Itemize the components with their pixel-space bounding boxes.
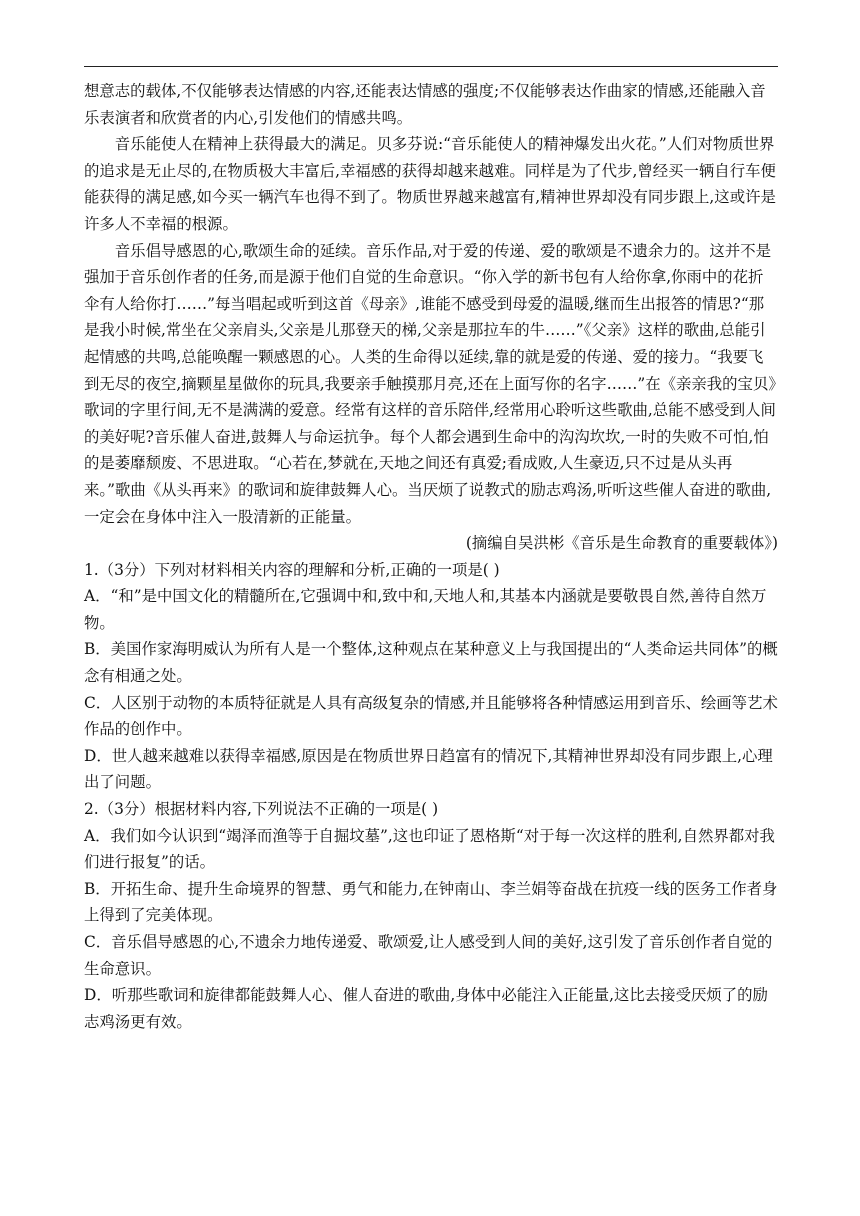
option-d: D．听那些歌词和旋律都能鼓舞人心、催人奋进的歌曲,身体中必能注入正能量,这比去接受厌烦了的励志鸡汤更有效。: [84, 986, 768, 1031]
header-rule: [84, 66, 778, 67]
option-c: C．音乐倡导感恩的心,不遗余力地传递爱、歌颂爱,让人感受到人间的美好,这引发了音乐创作者自觉的生命意识。: [84, 933, 773, 978]
article-paragraph-3: 音乐倡导感恩的心,歌颂生命的延续。音乐作品,对于爱的传递、爱的歌颂是不遗余力的。这并不是强加于音乐创作者的任务,而是源于他们自觉的生命意识。“你入学的新书包有人给你拿,你雨中的花折伞有人给你打……”每当唱起或听到这首《母亲》,谁能不感受到母爱的温暖,继而生出报答的情思?“那是我小时候,常坐在父亲肩头,父亲是儿那登天的梯,父亲是那拉车的牛……”《父亲》这样的歌曲,总能引起情感的共鸣,总能唤醒一颗感恩的心。人类的生命得以延续,靠的就是爱的传递、爱的接力。“我要飞到无尽的夜空,摘颗星星做你的玩具,我要亲手触摸那月亮,还在上面写你的名字……”在《亲亲我的宝贝》歌词的字里行间,无不是满满的爱意。经常有这样的音乐陪伴,经常用心聆听这些歌曲,总能不感受到人间的美好呢?音乐催人奋进,鼓舞人与命运抗争。每个人都会遇到生命中的沟沟坎坎,一时的失败不可怕,怕的是萎靡颓废、不思进取。“心若在,梦就在,天地之间还有真爱;看成败,人生豪迈,只不过是从头再来。”歌曲《从头再来》的歌词和旋律鼓舞人心。当厌烦了说教式的励志鸡汤,听听这些催人奋进的歌曲,一定会在身体中注入一股清新的正能量。: [84, 241, 777, 526]
document-body: [84, 78, 778, 1035]
question-2: [84, 796, 778, 1035]
option-a: A．“和”是中国文化的精髓所在,它强调中和,致中和,天地人和,其基本内涵就是要敬畏自然,善待自然万物。: [84, 587, 767, 632]
article-paragraph-2: 音乐能使人在精神上获得最大的满足。贝多芬说:“音乐能使人的精神爆发出火花。”人们对物质世界的追求是无止尽的,在物质极大丰富后,幸福感的获得却越来越难。同样是为了代步,曾经买一辆自行车便能获得的满足感,如今买一辆汽车也得不到了。物质世界越来越富有,精神世界却没有同步跟上,这或许是许多人不幸福的根源。: [84, 135, 776, 233]
option-b: B．美国作家海明威认为所有人是一个整体,这种观点在某种意义上与我国提出的“人类命运共同体”的概念有相通之处。: [84, 640, 778, 686]
option-c: C．人区别于动物的本质特征就是人具有高级复杂的情感,并且能够将各种情感运用到音乐、绘画等艺术作品的创作中。: [84, 693, 778, 739]
option-a: A．我们如今认识到“竭泽而渔等于自掘坟墓”,这也印证了恩格斯“对于每一次这样的胜利,自然界都对我们进行报复”的话。: [84, 826, 775, 872]
option-b: B．开拓生命、提升生命境界的智慧、勇气和能力,在钟南山、李兰娟等奋战在抗疫一线的医务工作者身上得到了完美体现。: [84, 879, 778, 925]
article-source: (摘编自吴洪彬《音乐是生命教育的重要载体》): [465, 534, 778, 553]
question-1: [84, 557, 778, 796]
article-paragraph-1: 想意志的载体,不仅能够表达情感的内容,还能表达情感的强度;不仅能够表达作曲家的情感,还能融入音乐表演者和欣赏者的内心,引发他们的情感共鸣。: [84, 82, 766, 127]
option-d: D．世人越来越难以获得幸福感,原因是在物质世界日趋富有的情况下,其精神世界却没有同步跟上,心理出了问题。: [84, 746, 773, 792]
question-stem: 1.（3分）下列对材料相关内容的理解和分析,正确的一项是( ): [84, 560, 500, 579]
question-stem: 2.（3分）根据材料内容,下列说法不正确的一项是( ): [84, 800, 439, 819]
